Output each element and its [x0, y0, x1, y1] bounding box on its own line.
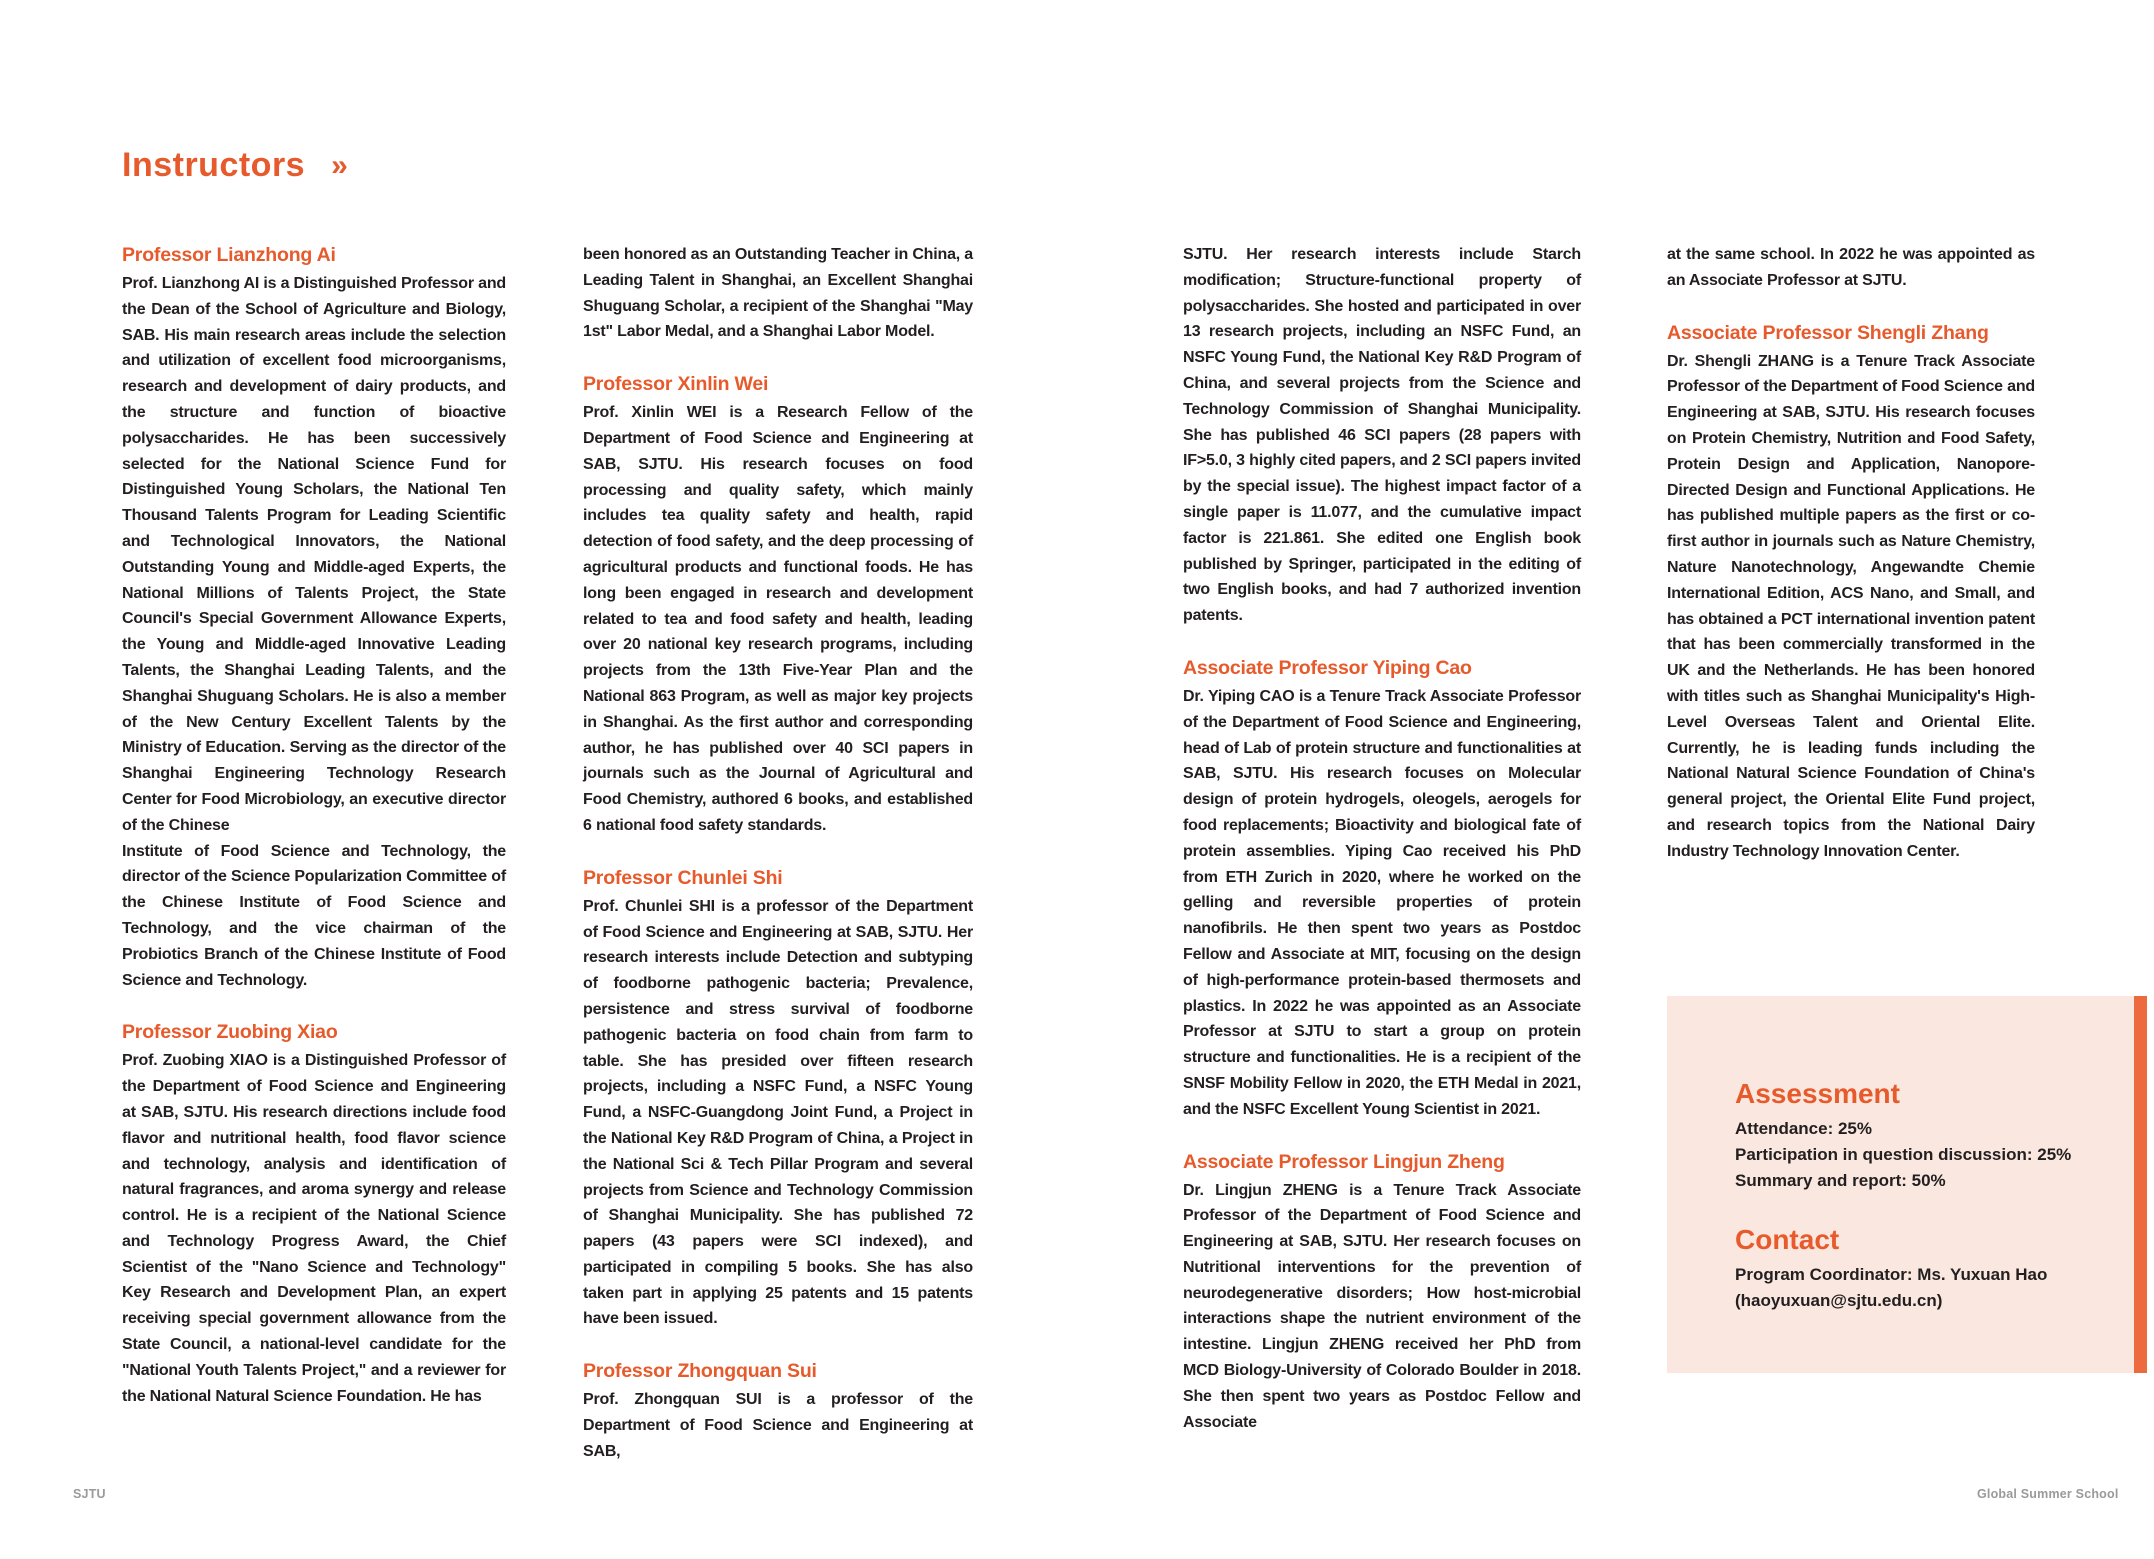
- professor-heading: Professor Chunlei Shi: [583, 866, 783, 889]
- accent-stripe: [2134, 996, 2147, 1373]
- professor-heading: Professor Zhongquan Sui: [583, 1360, 817, 1383]
- footer-left: SJTU: [73, 1487, 106, 1501]
- bio-paragraph: Prof. Xinlin WEI is a Research Fellow of the Department of Food Science and Engineering at SAB, SJTU. His research focuses on food processing and quality safety, which mainly includes tea quality safety and health, rapid detection of food safety, and the deep processing of agricultural products and functional foods. He has long been engaged in research and development related to tea and food safety and health, leading over 20 national key research programs, including projects from the 13th Five-Year Plan and the National 863 Program, as well as major key projects in Shanghai. As the first author and corresponding author, he has published over 40 SCI papers in journals such as the Journal of Agricultural and Food Chemistry, authored 6 books, and established 6 national food safety standards.: [583, 404, 973, 834]
- text-column-1: [122, 242, 506, 1409]
- page-title: Instructors: [122, 146, 306, 184]
- assessment-line: Attendance: 25%: [1735, 1119, 1872, 1138]
- bio-paragraph: Prof. Zhongquan SUI is a professor of the Department of Food Science and Engineering at SAB,: [583, 1391, 973, 1460]
- text-column-4: [1667, 242, 2035, 865]
- text-column-3: [1183, 242, 1581, 1435]
- bio-paragraph: Dr. Yiping CAO is a Tenure Track Associate Professor of the Department of Food Science and Engineering, head of Lab of protein structure and functionalities at SAB, SJTU. His research focuses on Molecular design of protein hydrogels, oleogels, aerogels for food replacements; Bioactivity and biological fate of protein assemblies. Yiping Cao received his PhD from ETH Zurich in 2020, where he worked on the gelling and reversible properties of protein nanofibrils. He then spent two years as Postdoc Fellow and Associate at MIT, focusing on the design of high-performance protein-based thermosets and plastics. In 2022 he was appointed as an Associate Professor at SJTU to start a group on protein structure and functionalities. He is a recipient of the SNSF Mobility Fellow in 2020, the ETH Medal in 2021, and the NSFC Excellent Young Scientist in 2021.: [1183, 687, 1581, 1118]
- bio-paragraph: Dr. Lingjun ZHENG is a Tenure Track Associate Professor of the Department of Food Science and Engineering at SAB, SJTU. Her research focuses on Nutritional interventions for the prevention of neurodegenerative disorders; How host-microbial interactions shape the nutrient environment of the intestine. Lingjun ZHENG received her PhD from MCD Biology-University of Colorado Boulder in 2018. She then spent two years as Postdoc Fellow and Associate: [1183, 1181, 1581, 1431]
- bio-paragraph: at the same school. In 2022 he was appointed as an Associate Professor at SJTU.: [1667, 246, 2035, 289]
- bio-paragraph: Prof. Lianzhong AI is a Distinguished Professor and the Dean of the School of Agriculture and Biology, SAB. His main research areas include the selection and utilization of excellent food microorganisms, research and development of dairy products, and the structure and function of bioactive polysaccharides. He has been successively selected for the National Science Fund for Distinguished Young Scholars, the National Ten Thousand Talents Program for Leading Scientific and Technological Innovators, the National Outstanding Young and Middle-aged Experts, the National Millions of Talents Project, the State Council's Special Government Allowance Experts, the Young and Middle-aged Innovative Leading Talents, the Shanghai Leading Talents, and the Shanghai Shuguang Scholars. He is also a member of the New Century Excellent Talents by the Ministry of Education. Serving as the director of the Shanghai Engineering Technology Research Center for Food Microbiology, an executive director of the Chinese: [122, 275, 506, 834]
- contact-email: (haoyuxuan@sjtu.edu.cn): [1735, 1291, 1943, 1310]
- professor-heading: Associate Professor Yiping Cao: [1183, 656, 1472, 679]
- bio-paragraph: been honored as an Outstanding Teacher in China, a Leading Talent in Shanghai, an Excellent Shanghai Shuguang Scholar, a recipient of the Shanghai "May 1st" Labor Medal, and a Shanghai Labor Model.: [583, 246, 973, 341]
- chevron-right-icon: »: [331, 148, 348, 182]
- assessment-line: Summary and report: 50%: [1735, 1171, 1946, 1190]
- assessment-line: Participation in question discussion: 25%: [1735, 1145, 2072, 1164]
- bio-paragraph: SJTU. Her research interests include Starch modification; Structure-functional property of polysaccharides. She hosted and participated in over 13 research projects, including an NSFC Fund, an NSFC Young Fund, the National Key R&D Program of China, and several projects from the Science and Technology Commission of Shanghai Municipality. She has published 46 SCI papers (28 papers with IF>5.0, 3 highly cited papers, and 2 SCI papers invited by the special issue). The highest impact factor of a single paper is 11.077, and the cumulative impact factor is 221.861. She edited one English book published by Springer, participated in the editing of two English books, and had 7 authorized invention patents.: [1183, 246, 1581, 625]
- assessment-panel: [1667, 996, 2134, 1373]
- professor-heading: Professor Xinlin Wei: [583, 373, 769, 396]
- bio-paragraph: Prof. Chunlei SHI is a professor of the Department of Food Science and Engineering at SAB, SJTU. Her research interests include Detection and subtyping of foodborne pathogenic bacteria; Prevalence, persistence and stress survival of foodborne pathogenic bacteria on food chain from farm to table. She has presided over fifteen research projects, including a NSFC Fund, a NSFC Young Fund, a NSFC-Guangdong Joint Fund, a Project in the National Key R&D Program of China, a Project in the National Sci & Tech Pillar Program and several projects from Science and Technology Commission of Shanghai Municipality. She has published 72 papers (43 papers were SCI indexed), and participated in compiling 5 books. She has also taken part in applying 25 patents and 15 patents have been issued.: [583, 897, 973, 1328]
- bio-paragraph: Institute of Food Science and Technology, the director of the Science Popularization Committee of the Chinese Institute of Food Science and Technology, and the vice chairman of the Probiotics Branch of the Chinese Institute of Food Science and Technology.: [122, 842, 506, 989]
- assessment-title: Assessment: [1735, 1078, 1900, 1109]
- bio-paragraph: Dr. Shengli ZHANG is a Tenure Track Associate Professor of the Department of Food Science and Engineering at SAB, SJTU. His research focuses on Protein Chemistry, Nutrition and Food Safety, Protein Design and Application, Nanopore-Directed Design and Functional Applications. He has published multiple papers as the first or co-first author in journals such as Nature Chemistry, Nature Nanotechnology, Angewandte Chemie International Edition, ACS Nano, and Small, and has obtained a PCT international invention patent that has been commercially transformed in the UK and the Netherlands. He has been honored with titles such as Shanghai Municipality's High-Level Overseas Talent and Oriental Elite. Currently, he is leading funds including the National Natural Science Foundation of China's general project, the Oriental Elite Fund project, and research topics from the National Dairy Industry Technology Innovation Center.: [1667, 352, 2035, 860]
- text-column-2: [583, 242, 973, 1465]
- bio-paragraph: Prof. Zuobing XIAO is a Distinguished Professor of the Department of Food Science and Engineering at SAB, SJTU. His research directions include food flavor and nutritional health, food flavor science and technology, analysis and identification of natural fragrances, and aroma synergy and release control. He is a recipient of the National Science and Technology Progress Award, the Chief Scientist of the "Nano Science and Technology" Key Research and Development Plan, an expert receiving special government allowance from the State Council, a national-level candidate for the "National Youth Talents Project," and a reviewer for the National Natural Science Foundation. He has: [122, 1052, 506, 1405]
- page-title-row: [122, 146, 348, 185]
- contact-title: Contact: [1735, 1224, 1840, 1255]
- professor-heading: Associate Professor Lingjun Zheng: [1183, 1150, 1505, 1173]
- contact-line: Program Coordinator: Ms. Yuxuan Hao: [1735, 1265, 2048, 1284]
- professor-heading: Professor Zuobing Xiao: [122, 1021, 338, 1044]
- footer-right: Global Summer School: [1977, 1487, 2119, 1501]
- professor-heading: Associate Professor Shengli Zhang: [1667, 321, 1989, 344]
- professor-heading: Professor Lianzhong Ai: [122, 244, 336, 266]
